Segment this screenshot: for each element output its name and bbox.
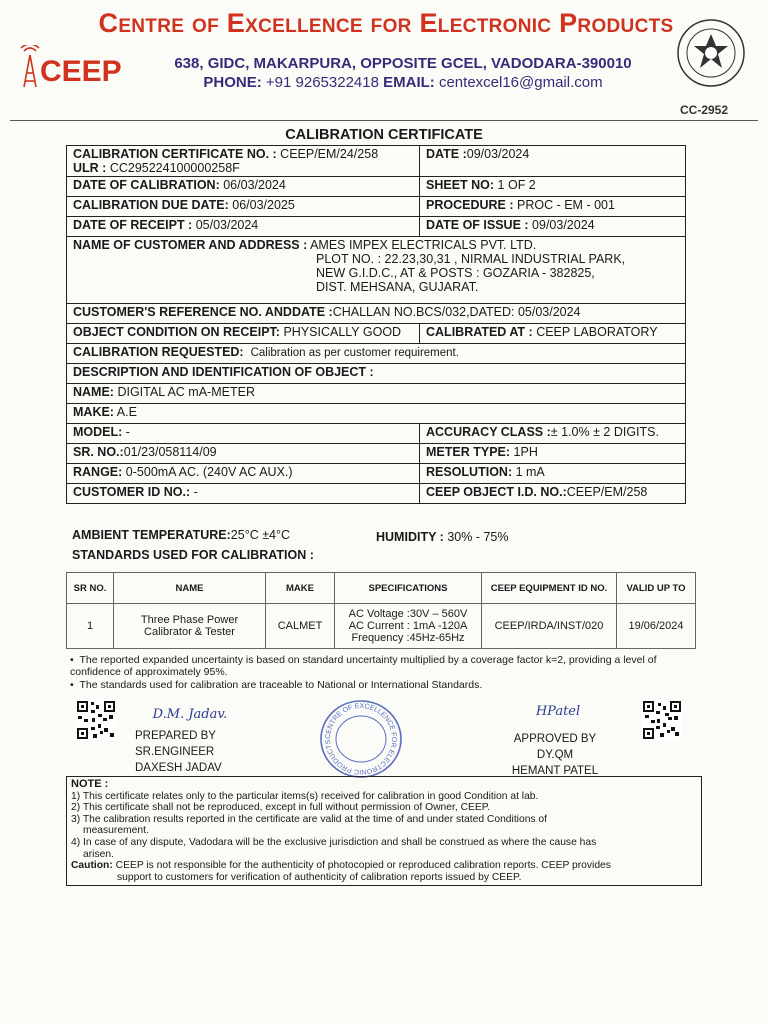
cell-make: CALMET bbox=[266, 604, 335, 649]
sheet-cell: SHEET NO: 1 OF 2 bbox=[420, 177, 686, 197]
date-cell: DATE :09/03/2024 bbox=[420, 146, 686, 177]
prepared-block: PREPARED BY SR.ENGINEER DAXESH JADAV bbox=[135, 730, 222, 774]
object-name-cell: NAME: DIGITAL AC mA-METER bbox=[67, 384, 686, 404]
cert-no-cell: CALIBRATION CERTIFICATE NO. : CEEP/EM/24/258 ULR : CC295224100000258F bbox=[67, 146, 420, 177]
table-row bbox=[67, 424, 686, 444]
tower-icon bbox=[21, 45, 39, 87]
org-title: Centre of Excellence for Electronic Products bbox=[98, 8, 674, 38]
table-row bbox=[67, 464, 686, 484]
cell-valid: 19/06/2024 bbox=[617, 604, 696, 649]
table-row bbox=[67, 217, 686, 237]
table-row bbox=[67, 364, 686, 384]
table-row bbox=[67, 304, 686, 324]
calibration-date-cell: DATE OF CALIBRATION: 06/03/2024 bbox=[67, 177, 420, 197]
accuracy-cell: ACCURACY CLASS :± 1.0% ± 2 DIGITS. bbox=[420, 424, 686, 444]
qr-code-icon bbox=[642, 700, 682, 740]
table-row bbox=[67, 404, 686, 424]
cell-specifications: AC Voltage :30V – 560V AC Current : 1mA -120A Frequency :45Hz-65Hz bbox=[335, 604, 482, 649]
table-row bbox=[67, 444, 686, 464]
col-header: CEEP EQUIPMENT ID NO. bbox=[482, 573, 617, 604]
approved-signature: HPatel bbox=[535, 704, 581, 719]
issue-date-cell: DATE OF ISSUE : 09/03/2024 bbox=[420, 217, 686, 237]
calibrated-at-cell: CALIBRATED AT : CEEP LABORATORY bbox=[420, 324, 686, 344]
col-header: SR NO. bbox=[67, 573, 114, 604]
description-cell: DESCRIPTION AND IDENTIFICATION OF OBJECT : bbox=[67, 364, 686, 384]
range-cell: RANGE: 0-500mA AC. (240V AC AUX.) bbox=[67, 464, 420, 484]
standards-table bbox=[66, 572, 696, 649]
qr-code-icon bbox=[76, 700, 116, 740]
approved-block: APPROVED BY DY.QM HEMANT PATEL bbox=[511, 733, 599, 777]
due-date-cell: CALIBRATION DUE DATE: 06/03/2025 bbox=[67, 197, 420, 217]
cell-name: Three Phase Power Calibrator & Tester bbox=[114, 604, 266, 649]
table-row bbox=[67, 344, 686, 364]
table-row bbox=[67, 237, 686, 304]
bullet-traceability: • The standards used for calibration are traceable to National or International Standards. bbox=[70, 679, 483, 691]
table-row bbox=[67, 177, 686, 197]
col-header: SPECIFICATIONS bbox=[335, 573, 482, 604]
condition-cell: OBJECT CONDITION ON RECEIPT: PHYSICALLY GOOD bbox=[67, 324, 420, 344]
requested-cell: CALIBRATION REQUESTED: Calibration as per customer requirement. bbox=[67, 344, 686, 364]
table-header-row bbox=[67, 573, 696, 604]
resolution-cell: RESOLUTION: 1 mA bbox=[420, 464, 686, 484]
customer-cell: NAME OF CUSTOMER AND ADDRESS : AMES IMPEX ELECTRICALS PVT. LTD. PLOT NO. : 22.23,30,31 , NIRMAL INDUSTRIAL PARK, NEW G.I.D.C., AT & POSTS : GOZARIA - 382825, DIST. MEHSANA, GUJARAT. bbox=[67, 237, 686, 304]
address-line: 638, GIDC, MAKARPURA, OPPOSITE GCEL, VADODARA-390010 bbox=[174, 55, 632, 72]
standards-heading: STANDARDS USED FOR CALIBRATION : bbox=[72, 548, 314, 562]
certificate-details-table bbox=[66, 145, 686, 504]
cc-number: CC-2952 bbox=[680, 103, 729, 117]
svg-text:CENTRE OF EXCELLENCE FOR ELECT: CENTRE OF EXCELLENCE FOR ELECTRONIC PRODUCTS bbox=[324, 702, 398, 776]
customer-id-cell: CUSTOMER ID NO.: - bbox=[67, 484, 420, 504]
table-row bbox=[67, 197, 686, 217]
col-header: VALID UP TO bbox=[617, 573, 696, 604]
cell-equipment-id: CEEP/IRDA/INST/020 bbox=[482, 604, 617, 649]
serial-cell: SR. NO.:01/23/058114/09 bbox=[67, 444, 420, 464]
procedure-cell: PROCEDURE : PROC - EM - 001 bbox=[420, 197, 686, 217]
col-header: NAME bbox=[114, 573, 266, 604]
table-row bbox=[67, 384, 686, 404]
meter-type-cell: METER TYPE: 1PH bbox=[420, 444, 686, 464]
ceep-id-cell: CEEP OBJECT I.D. NO.:CEEP/EM/258 bbox=[420, 484, 686, 504]
ambient-temperature: AMBIENT TEMPERATURE:25°C ±4°C bbox=[72, 528, 291, 542]
make-cell: MAKE: A.E bbox=[67, 404, 686, 424]
lab-stamp-icon bbox=[318, 698, 404, 780]
table-row bbox=[67, 146, 686, 177]
ceep-logo bbox=[20, 45, 130, 95]
table-row bbox=[67, 324, 686, 344]
bullet-uncertainty: • The reported expanded uncertainty is based on standard uncertainty multiplied by a coverage factor k=2, providing a level of confidence of approximately 95%. bbox=[70, 654, 657, 678]
certificate-title: CALIBRATION CERTIFICATE bbox=[285, 127, 483, 143]
accreditation-seal-icon bbox=[676, 18, 746, 88]
col-header: MAKE bbox=[266, 573, 335, 604]
logo-text: CEEP bbox=[40, 55, 122, 88]
table-row bbox=[67, 484, 686, 504]
receipt-date-cell: DATE OF RECEIPT : 05/03/2024 bbox=[67, 217, 420, 237]
cell-sr: 1 bbox=[67, 604, 114, 649]
notes-box: NOTE : 1) This certificate relates only to the particular items(s) received for calibration in good Condition at lab. 2) This certificate shall not be reproduced, except in full without permission of Owner, CEEP. 3) The calibration results reported in the certificate are valid at the time of and under stated Conditions of measurement. 4) In case of any dispute, Vadodara will be the exclusive jurisdiction and shall be construed as where the cause has arisen. Caution: CEEP is not responsible for the authenticity of photocopied or reproduced calibration reports. CEEP provides support to customers for verification of authenticity of calibration reports issued by CEEP. bbox=[66, 776, 702, 886]
humidity: HUMIDITY : 30% - 75% bbox=[376, 530, 509, 544]
model-cell: MODEL: - bbox=[67, 424, 420, 444]
table-row bbox=[67, 604, 696, 649]
prepared-signature: D.M. Jadav. bbox=[152, 707, 228, 722]
header-divider bbox=[10, 120, 758, 121]
reference-cell: CUSTOMER'S REFERENCE NO. ANDDATE :CHALLAN NO.BCS/032,DATED: 05/03/2024 bbox=[67, 304, 686, 324]
contact-line: PHONE: +91 9265322418 EMAIL: centexcel16@gmail.com bbox=[203, 74, 603, 91]
